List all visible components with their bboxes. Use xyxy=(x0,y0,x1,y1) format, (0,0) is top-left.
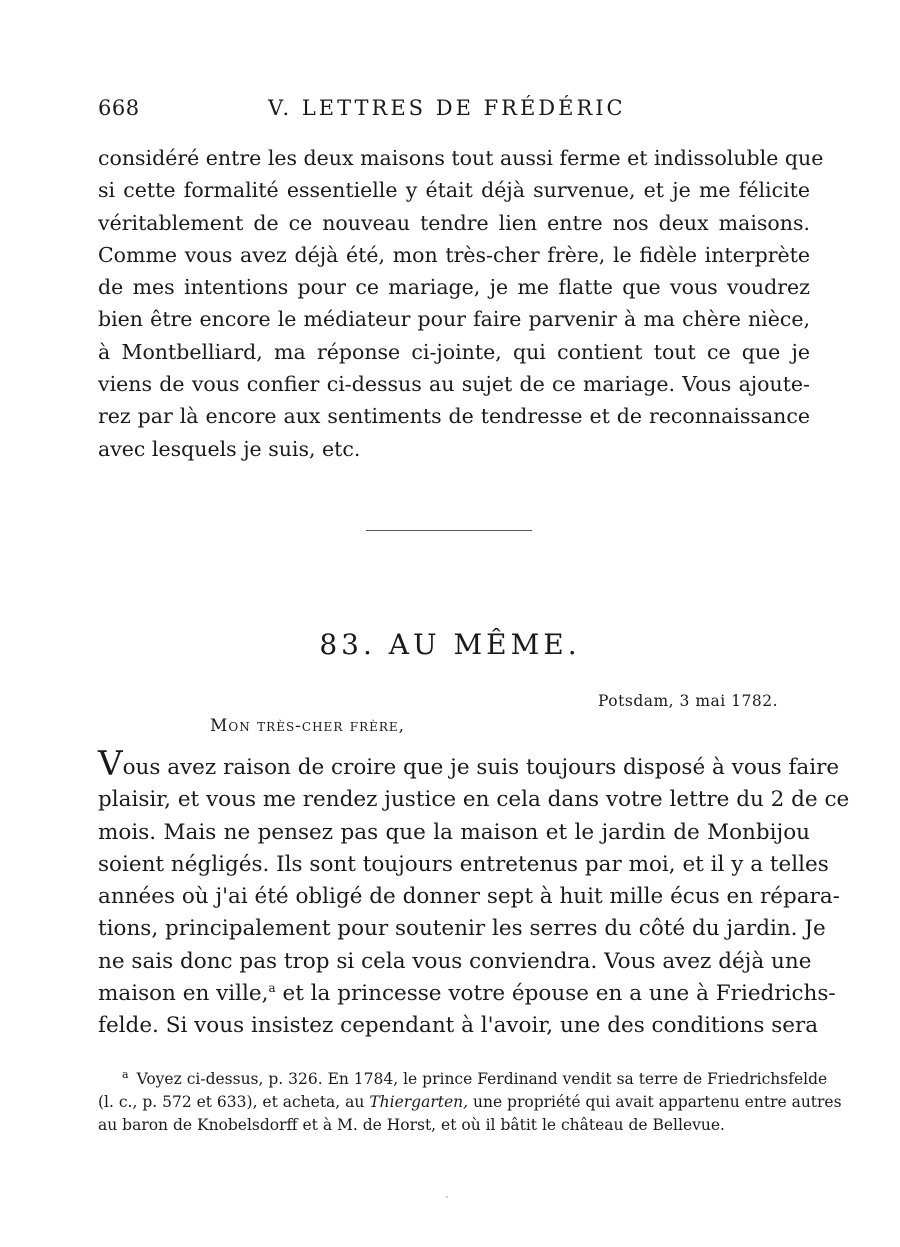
page-header xyxy=(98,96,810,132)
text-line: Comme vous avez déjà été, mon très-cher frère, le fidèle interprète xyxy=(98,242,810,267)
drop-cap: V xyxy=(98,744,123,784)
footnote-text: (l. c., p. 572 et 633), et acheta, au xyxy=(98,1092,370,1111)
footnote-line xyxy=(98,1091,842,1114)
footnote-italic-text: Thiergarten, xyxy=(369,1092,469,1111)
footnote-text: une propriété qui avait appartenu entre autres xyxy=(468,1092,842,1111)
text-line: plaisir, et vous me rendez justice en cela dans votre lettre du 2 de ce xyxy=(98,787,850,813)
footnote-text: Voyez ci-dessus, p. 326. En 1784, le prince Ferdinand vendit sa terre de Friedrichsfelde xyxy=(136,1070,828,1088)
text-line: véritablement de ce nouveau tendre lien entre nos deux maisons. xyxy=(98,210,810,235)
text-segment: et la princesse votre épouse en a une à Friedrichs- xyxy=(275,981,836,1007)
text-line: à Montbelliard, ma réponse ci-jointe, qui contient tout ce que je xyxy=(98,339,810,364)
footnote-reference[interactable]: a xyxy=(268,980,276,995)
text-line: mois. Mais ne pensez pas que la maison et le jardin de Monbijou xyxy=(98,819,810,845)
footnote-mark: a xyxy=(122,1067,129,1081)
page-number: 668 xyxy=(98,96,140,120)
footnote xyxy=(98,1067,842,1136)
text-line xyxy=(98,744,840,784)
continued-letter-text xyxy=(98,142,824,465)
text-line: de mes intentions pour ce mariage, je me flatte que vous voudrez xyxy=(98,275,810,300)
text-line: felde. Si vous insistez cependant à l'avoir, une des conditions sera xyxy=(98,1013,819,1039)
page-speck xyxy=(446,1196,448,1198)
text-line: soient négligés. Ils sont toujours entretenus par moi, et il y a telles xyxy=(98,851,829,877)
text-line: années où j'ai été obligé de donner sept à huit mille écus en répara- xyxy=(98,884,840,910)
footnote-line: au baron de Knobelsdorff et à M. de Horst, et où il bâtit le château de Bellevue. xyxy=(98,1115,725,1134)
text-line: ne sais donc pas trop si cela vous conviendra. Vous avez déjà une xyxy=(98,948,812,974)
letter-body xyxy=(98,744,850,1043)
text-line: avec lesquels je suis, etc. xyxy=(98,436,361,461)
footnote-line xyxy=(98,1067,828,1091)
text-line: si cette formalité essentielle y était déjà survenue, et je me félicite xyxy=(98,178,810,203)
section-divider xyxy=(366,530,532,531)
text-segment: maison en ville, xyxy=(98,981,269,1007)
text-line: rez par là encore aux sentiments de tendresse et de reconnaissance xyxy=(98,404,810,429)
text-line: tions, principalement pour soutenir les serres du côté du jardin. Je xyxy=(98,916,826,942)
text-line-rest: ous avez raison de croire que je suis toujours disposé à vous faire xyxy=(122,755,840,780)
text-line: bien être encore le médiateur pour faire parvenir à ma chère nièce, xyxy=(98,307,810,332)
letter-dateline: Potsdam, 3 mai 1782. xyxy=(598,692,779,710)
text-line xyxy=(98,978,836,1010)
text-line: viens de vous confier ci-dessus au sujet de ce mariage. Vous ajoute- xyxy=(98,372,810,397)
running-title: V. LETTRES DE FRÉDÉRIC xyxy=(268,96,626,120)
text-line: considéré entre les deux maisons tout aussi ferme et indissoluble que xyxy=(98,146,824,170)
letter-heading: 83. AU MÊME. xyxy=(319,628,581,661)
letter-salutation: Mon très-cher frère, xyxy=(210,716,406,736)
